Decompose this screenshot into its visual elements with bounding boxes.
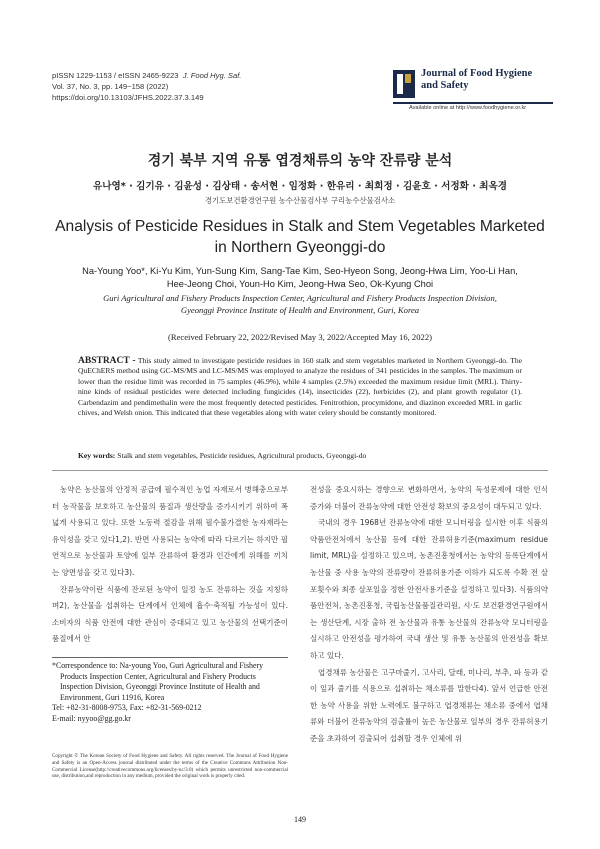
korean-title: 경기 북부 지역 유통 엽경채류의 농약 잔류량 분석 — [147, 153, 453, 169]
journal-logo-icon — [393, 70, 415, 98]
journal-abbrev: J. Food Hyg. Saf. — [182, 71, 242, 80]
keywords-text: Stalk and stem vegetables, Pesticide residues, Agricultural products, Gyeonggi-do — [115, 451, 367, 460]
page-number: 149 — [294, 815, 306, 824]
english-title: Analysis of Pesticide Residues in Stalk and Stem Vegetables Marketed in Northern Gyeonggi-do — [55, 218, 545, 256]
correspondence-email[interactable]: E-mail: nyyoo@gg.go.kr — [52, 713, 131, 723]
journal-url[interactable]: Available online at http://www.foodhygiene.or.kr — [409, 105, 527, 111]
body-paragraph: 잔류농약이란 식품에 잔로된 농약이 일정 농도 잔류하는 것을 지칭하며2), 농산물을 섭취하는 단계에서 인체에 흡수·축적될 가능성이 있다. 소비자의 식품 안전에 대한 관심이 증대되고 있고 농산물의 선택기준이 품질에서 안 — [52, 584, 288, 644]
abstract — [78, 356, 522, 418]
journal-meta — [52, 70, 241, 103]
volume-line: Vol. 37, No. 3, pp. 149~158 (2022) — [52, 82, 169, 91]
english-authors: Na-Young Yoo*, Ki-Yu Kim, Yun-Sung Kim, Sang-Tae Kim, Seo-Hyeon Song, Jeong-Hwa Lim, Yoo-Li Han, Hee-Jeong Choi, Youn-Ho Kim, Jeong-Hwa Seo, Ok-Kyung Choi — [82, 266, 518, 289]
journal-logo-title: Journal of Food Hygiene and Safety — [421, 68, 533, 91]
footnote-divider — [52, 657, 288, 658]
section-divider — [52, 470, 548, 471]
doi-link[interactable]: https://doi.org/10.13103/JFHS.2022.37.3.149 — [52, 93, 204, 102]
body-paragraph: 농약은 농산물의 안정적 공급에 필수적인 농업 자재로서 병해충으로부터 농작물을 보호하고 농산물의 품질과 생산량을 증가시키기 위하여 폭넓게 사용되고 있다. 또한 노동력 절감을 위해 필수불가결한 농자재라는 유익성을 갖고 있다1,2). 반면 사용되는 농약에 따라 다르기는 하지만 필연적으로 농산물과 토양에 일부 잔류하여 환경과 인간에게 위해를 끼치는 양면성을 갖고 있다3). — [52, 485, 288, 577]
abstract-text: This study aimed to investigate pesticide residues in 160 stalk and stem vegetables marketed in Northern Gyeonggi-do. The QuEChERS method using GC-MS/MS and LC-MS/MS was employed to analyze the residues of 341 pesticides in the samples. The maximum or lower than the residue limit was recorded in 75 samples (46.9%), while 4 samples (2.5%) exceeded the maximum residue limit (MRL). Thirty-nine kinds of residual pesticides were detected including fungicides (14), insecticides (22), herbicides (2), and plant growth regulator (1). Carbendazim and pendimethalin were the most frequently detected pesticides. Fenitrothion, procymidone, and diazinon exceeded MRL in garlic chives, and Welsh onion. This indicated that these vegetables along with water celery should be constantly monitored. — [78, 356, 523, 418]
body-column-right — [310, 482, 548, 748]
body-paragraph: 엽경채류 농산물은 고구마줄기, 고사리, 달래, 미나리, 부추, 파 등과 같이 잎과 줄기를 식용으로 섭취하는 채소류를 말한다4). 앞서 언급한 안전한 농약 사용을 위한 노력에도 불구하고 엽경채류는 채소류 중에서 엽채류와 더불어 잔류농약의 검출률이 높은 농산물로 일부의 경우 잔류허용기준을 초과하여 검출되어 섭취할 경우 인체에 위 — [310, 667, 548, 743]
issn-line: pISSN 1229-1153 / eISSN 2465-9223 — [52, 71, 179, 80]
logo-divider — [393, 102, 553, 104]
english-affiliation: Guri Agricultural and Fishery Products Inspection Center, Agricultural and Fishery Products Inspection Division, Gyeonggi Province Institute of Health and Environment, Guri, Korea — [103, 293, 497, 315]
keywords — [78, 451, 522, 460]
correspondence-footnote: *Correspondence to: Na-young Yoo, Guri Agricultural and Fishery Products Inspection Center, Agricultural and Fishery Products Inspection Division, Gyeonggi Province Institute of Health and Environment, Guri 11916, Korea Tel: +82-31-8008-9753, Fax: +82-31-569-0212 E-mail: nyyoo@gg.go.kr — [52, 661, 288, 725]
abstract-label: ABSTRACT - — [78, 356, 136, 366]
body-column-left — [52, 482, 288, 648]
received-dates: (Received February 22, 2022/Revised May 3, 2022/Accepted May 16, 2022) — [168, 332, 432, 342]
copyright-notice: Copyright © The Korean Society of Food Hygiene and Safety. All rights reserved. The Journal of Food Hygiene and Safety is an Open-Access journal distributed under the terms of the Creative Commons Attribution Non-Commercial License(http://creativecommons.org/licenses/by-nc/3.0) which permits unrestricted non-commercial use, distribution,and reproduction in any medium, provided the original work is properly cited. — [52, 753, 288, 780]
body-paragraph: 전성을 중요시하는 경향으로 변화하면서, 농약의 독성문제에 대한 인식 증가와 더불어 잔류농약에 대한 안전성 확보의 중요성이 대두되고 있다. — [310, 485, 548, 511]
body-paragraph: 국내의 경우 1968년 잔류농약에 대한 모니터링을 실시한 이후 식품의약품안전처에서 농산물 등에 대한 잔류허용기준(maximum residue limit, MRL)을 설정하고 있으며, 농촌진흥청에서는 농약의 등록단계에서 농산물 중 사용 농약의 잔류량이 잔류허용기준 이하가 되도록 수확 전 살포횟수와 최종 살포일을 정한 안전사용기준을 설정하고 있다3). 식품의약품안전처, 농촌진흥청, 국립농산물품질관리원, 시·도 보건환경연구원에서는 생산단계, 시장 출하 전 농산물과 유통 농산물의 잔류농약 모니터링을 실시하고 안전성을 평가하여 국내 생산 및 유통 농산물의 안전성을 확보하고 있다. — [310, 518, 548, 660]
journal-logo — [393, 68, 553, 114]
korean-authors: 유나영* · 김기유 · 김윤성 · 김상태 · 송서현 · 임정화 · 한유리 · 최희정 · 김윤호 · 서정화 · 최옥경 — [92, 181, 508, 192]
keywords-label: Key words: — [78, 451, 116, 460]
korean-affiliation: 경기도보건환경연구원 농수산물검사부 구리농수산물검사소 — [204, 196, 396, 205]
